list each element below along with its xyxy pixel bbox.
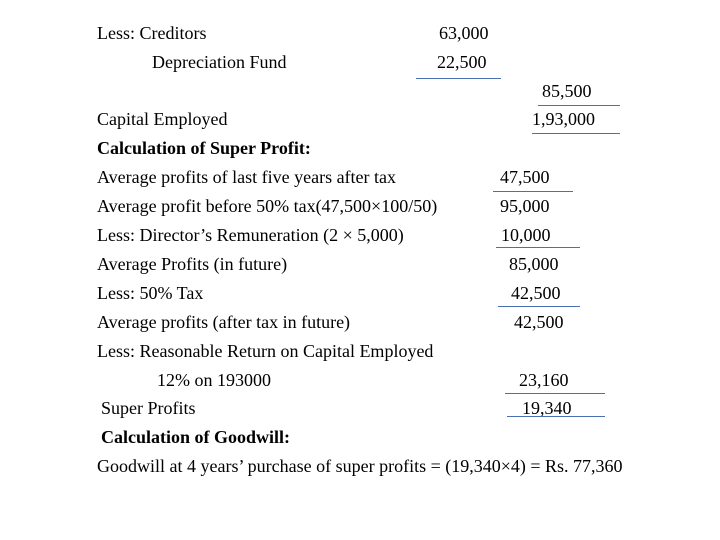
capital-employed-amount: 1,93,000	[532, 109, 595, 129]
avg-profit-after-tax-amount: 47,500	[500, 167, 550, 187]
capital-employed-label: Capital Employed	[97, 109, 228, 129]
depreciation-amount: 22,500	[437, 52, 487, 72]
underline-super-profits	[507, 416, 605, 417]
creditors-amount: 63,000	[439, 23, 489, 43]
avg-profits-future-label: Average Profits (in future)	[97, 254, 288, 274]
reasonable-return-label: Less: Reasonable Return on Capital Employed	[97, 341, 434, 361]
less-tax-amount: 42,500	[511, 283, 561, 303]
less-tax-label: Less: 50% Tax	[97, 283, 204, 303]
avg-profits-after-tax-future-amount: 42,500	[514, 312, 564, 332]
avg-profit-before-tax-amount: 95,000	[500, 196, 550, 216]
underline-return-rate	[505, 393, 605, 394]
avg-profits-after-tax-future-label: Average profits (after tax in future)	[97, 312, 351, 332]
avg-profits-future-amount: 85,000	[509, 254, 559, 274]
underline-director-remuneration	[496, 247, 580, 248]
director-remuneration-amount: 10,000	[501, 225, 551, 245]
underline-total-liabilities	[538, 105, 620, 106]
director-remuneration-label: Less: Director’s Remuneration (2 × 5,000)	[97, 225, 404, 245]
underline-depreciation	[416, 78, 501, 79]
avg-profit-before-tax-label: Average profit before 50% tax(47,500×100/50)	[97, 196, 438, 216]
less-creditors-label: Less: Creditors	[97, 23, 207, 43]
super-profits-label: Super Profits	[101, 398, 196, 418]
underline-avg-profit-after-tax	[493, 191, 573, 192]
return-rate-amount: 23,160	[519, 370, 569, 390]
super-profit-heading: Calculation of Super Profit:	[97, 138, 311, 158]
underline-capital-employed	[532, 133, 620, 134]
depreciation-fund-label: Depreciation Fund	[152, 52, 287, 72]
underline-less-tax	[498, 306, 580, 307]
goodwill-formula: Goodwill at 4 years’ purchase of super profits = (19,340×4) = Rs. 77,360	[97, 456, 623, 476]
total-liabilities-amount: 85,500	[542, 81, 592, 101]
avg-profit-after-tax-label: Average profits of last five years after tax	[97, 167, 397, 187]
return-rate-label: 12% on 193000	[157, 370, 271, 390]
super-profits-amount: 19,340	[522, 398, 572, 418]
goodwill-heading: Calculation of Goodwill:	[101, 427, 291, 447]
